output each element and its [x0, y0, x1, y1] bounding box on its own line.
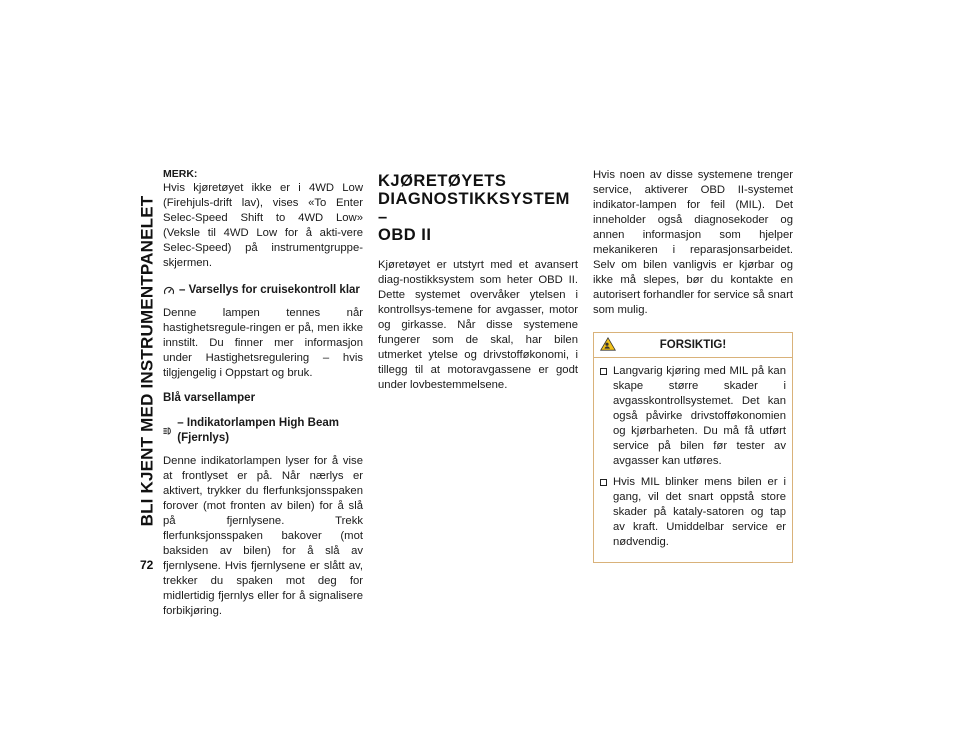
column-right — [593, 168, 793, 563]
page-number: 72 — [140, 558, 154, 572]
obd-section-title-line-3: OBD II — [378, 226, 432, 244]
square-bullet-icon — [600, 368, 607, 375]
high-beam-text: Denne indikatorlampen lyser for å vise at frontlyset er på. Når nærlys er aktivert, trykker du flerfunksjonsspaken forover (mot fronten av bilen) for å slå på fjernlysene. Trekk flerfunksjonsspaken bakover (mot baksiden av bilen) for å slå av fjernlysene. Hvis fjernlysene er slått av, trekker du spaken mot deg for midlertidig fjernlys eller for å signalisere forbikjøring. — [163, 455, 363, 617]
cruise-control-text: Denne lampen tennes når hastighetsregule-ringen er på, men ikke innstilt. Du finner mer informasjon under Hastighetsregulering – hvis tilgjengelig i Oppstart og bruk. — [163, 307, 363, 379]
column-left — [163, 168, 363, 619]
high-beam-heading — [163, 416, 363, 446]
column-middle — [378, 168, 578, 393]
caution-item-text: Langvarig kjøring med MIL på kan skape større skader i avgasskontrollsystemet. Det kan også påvirke drivstofføkonomien og kjørbarheten. Du må få utført service på bilen før tester av avgasser kan utføres. — [613, 365, 786, 467]
caution-item — [600, 475, 786, 550]
caution-title: FORSIKTIG! — [659, 339, 727, 351]
cruise-control-heading-text: – Varsellys for cruisekontroll klar — [179, 284, 360, 296]
caution-box — [593, 332, 793, 563]
obd-section-title-line-2: DIAGNOSTIKKSYSTEM – — [378, 190, 570, 226]
note-label: MERK: — [163, 168, 198, 180]
square-bullet-icon — [600, 479, 607, 486]
side-section-title-text: BLI KJENT MED INSTRUMENTPANELET — [137, 195, 156, 526]
caution-item — [600, 364, 786, 469]
obd-body-text: Kjøretøyet er utstyrt med et avansert diag-nostikksystem som heter OBD II. Dette systemet overvåker ytelsen i kontrollsys-temene for avgasser, motor og girkasse. Når disse systemene fungerer som de skal, har bilen utmerket ytelse og drivstofføkonomi, i tillegg til at motoravgassene er godt under lovbestemmelsene. — [378, 259, 578, 391]
obd-section-title-line-1: KJØRETØYETS — [378, 172, 507, 190]
cruise-control-heading — [163, 283, 363, 298]
caution-item-text: Hvis MIL blinker mens bilen er i gang, vil det snart oppstå store skader på kataly-satoren og tap av kraft. Umiddelbar service er nødvendig. — [613, 476, 786, 548]
blue-warning-lamps-heading: Blå varsellamper — [163, 392, 256, 404]
caution-list — [594, 364, 792, 550]
obd-service-text: Hvis noen av disse systemene trenger service, aktiverer OBD II-systemet indikator-lampen for feil (MIL). Det inneholder også diagnosekoder og annen informasjon som hjelper mekanikeren i reparasjonsarbeidet. Selv om bilen vanligvis er kjørbar og ikke må slepes, bør du kontakte en autorisert forhandler for service så snart som mulig. — [593, 169, 793, 316]
high-beam-icon — [163, 426, 173, 436]
caution-header — [594, 333, 792, 358]
obd-section-title — [378, 172, 578, 244]
side-section-title — [135, 168, 159, 553]
note-text: Hvis kjøretøyet ikke er i 4WD Low (Firehjuls-drift lav), vises «To Enter Selec-Speed Shift to 4WD Low» (Veksle til 4WD Low for å akti-vere Selec-Speed) på instrumentgruppe-skjermen. — [163, 182, 363, 269]
cruise-control-icon — [163, 286, 175, 296]
high-beam-heading-text: – Indikatorlampen High Beam (Fjernlys) — [177, 417, 339, 444]
